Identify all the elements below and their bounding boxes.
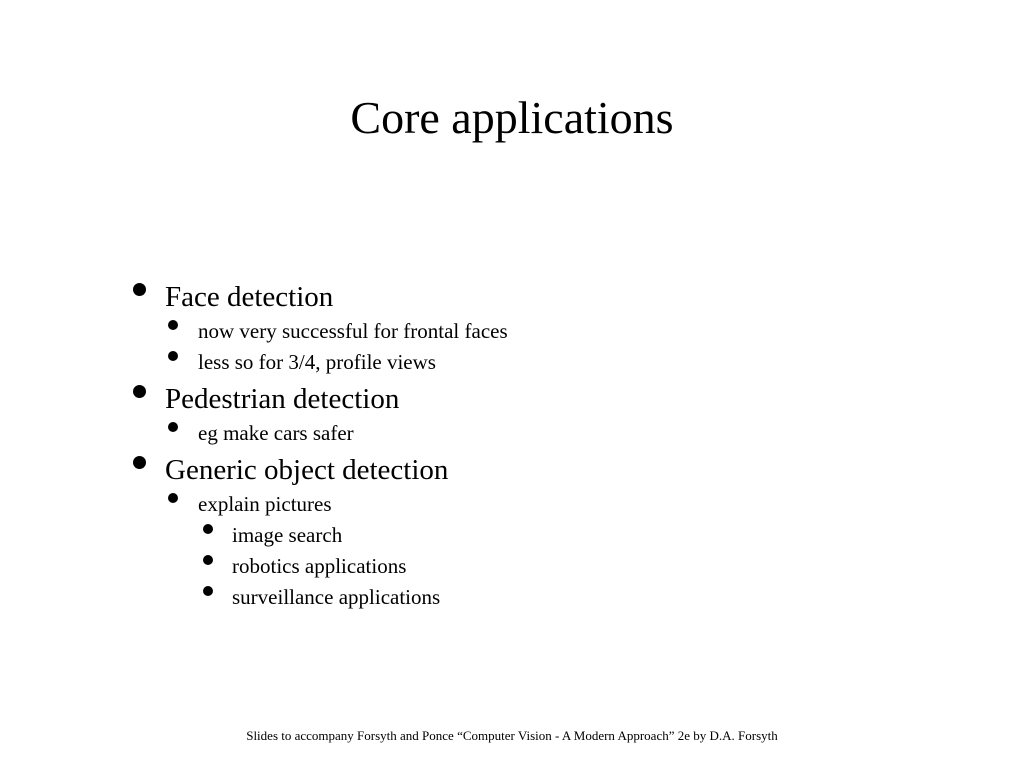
sub-sub-bullet-image-search: image search bbox=[232, 523, 343, 547]
bullet-face-detection: Face detection bbox=[165, 281, 334, 313]
bullet-generic-object-detection: Generic object detection bbox=[165, 454, 449, 486]
sub-sub-bullet-surveillance: surveillance applications bbox=[232, 585, 441, 609]
sub-bullet-profile-views: less so for 3/4, profile views bbox=[198, 350, 436, 374]
sub-bullet-dot bbox=[168, 422, 178, 432]
bullet-dot bbox=[133, 283, 146, 296]
bullet-dot bbox=[133, 456, 146, 469]
sub-sub-bullet-dot bbox=[203, 555, 213, 565]
sub-sub-bullet-dot bbox=[203, 524, 213, 534]
sub-bullet-frontal-faces: now very successful for frontal faces bbox=[198, 319, 508, 343]
sub-sub-bullet-dot bbox=[203, 586, 213, 596]
bullet-dot bbox=[133, 385, 146, 398]
slide-title: Core applications bbox=[350, 92, 674, 143]
slide-footer: Slides to accompany Forsyth and Ponce “Computer Vision - A Modern Approach” 2e by D.A. Forsyth bbox=[246, 728, 778, 743]
sub-bullet-dot bbox=[168, 351, 178, 361]
sub-bullet-dot bbox=[168, 493, 178, 503]
sub-sub-bullet-robotics: robotics applications bbox=[232, 554, 407, 578]
sub-bullet-dot bbox=[168, 320, 178, 330]
sub-bullet-explain-pictures: explain pictures bbox=[198, 492, 332, 516]
bullet-pedestrian-detection: Pedestrian detection bbox=[165, 383, 400, 415]
sub-bullet-cars-safer: eg make cars safer bbox=[198, 421, 354, 445]
